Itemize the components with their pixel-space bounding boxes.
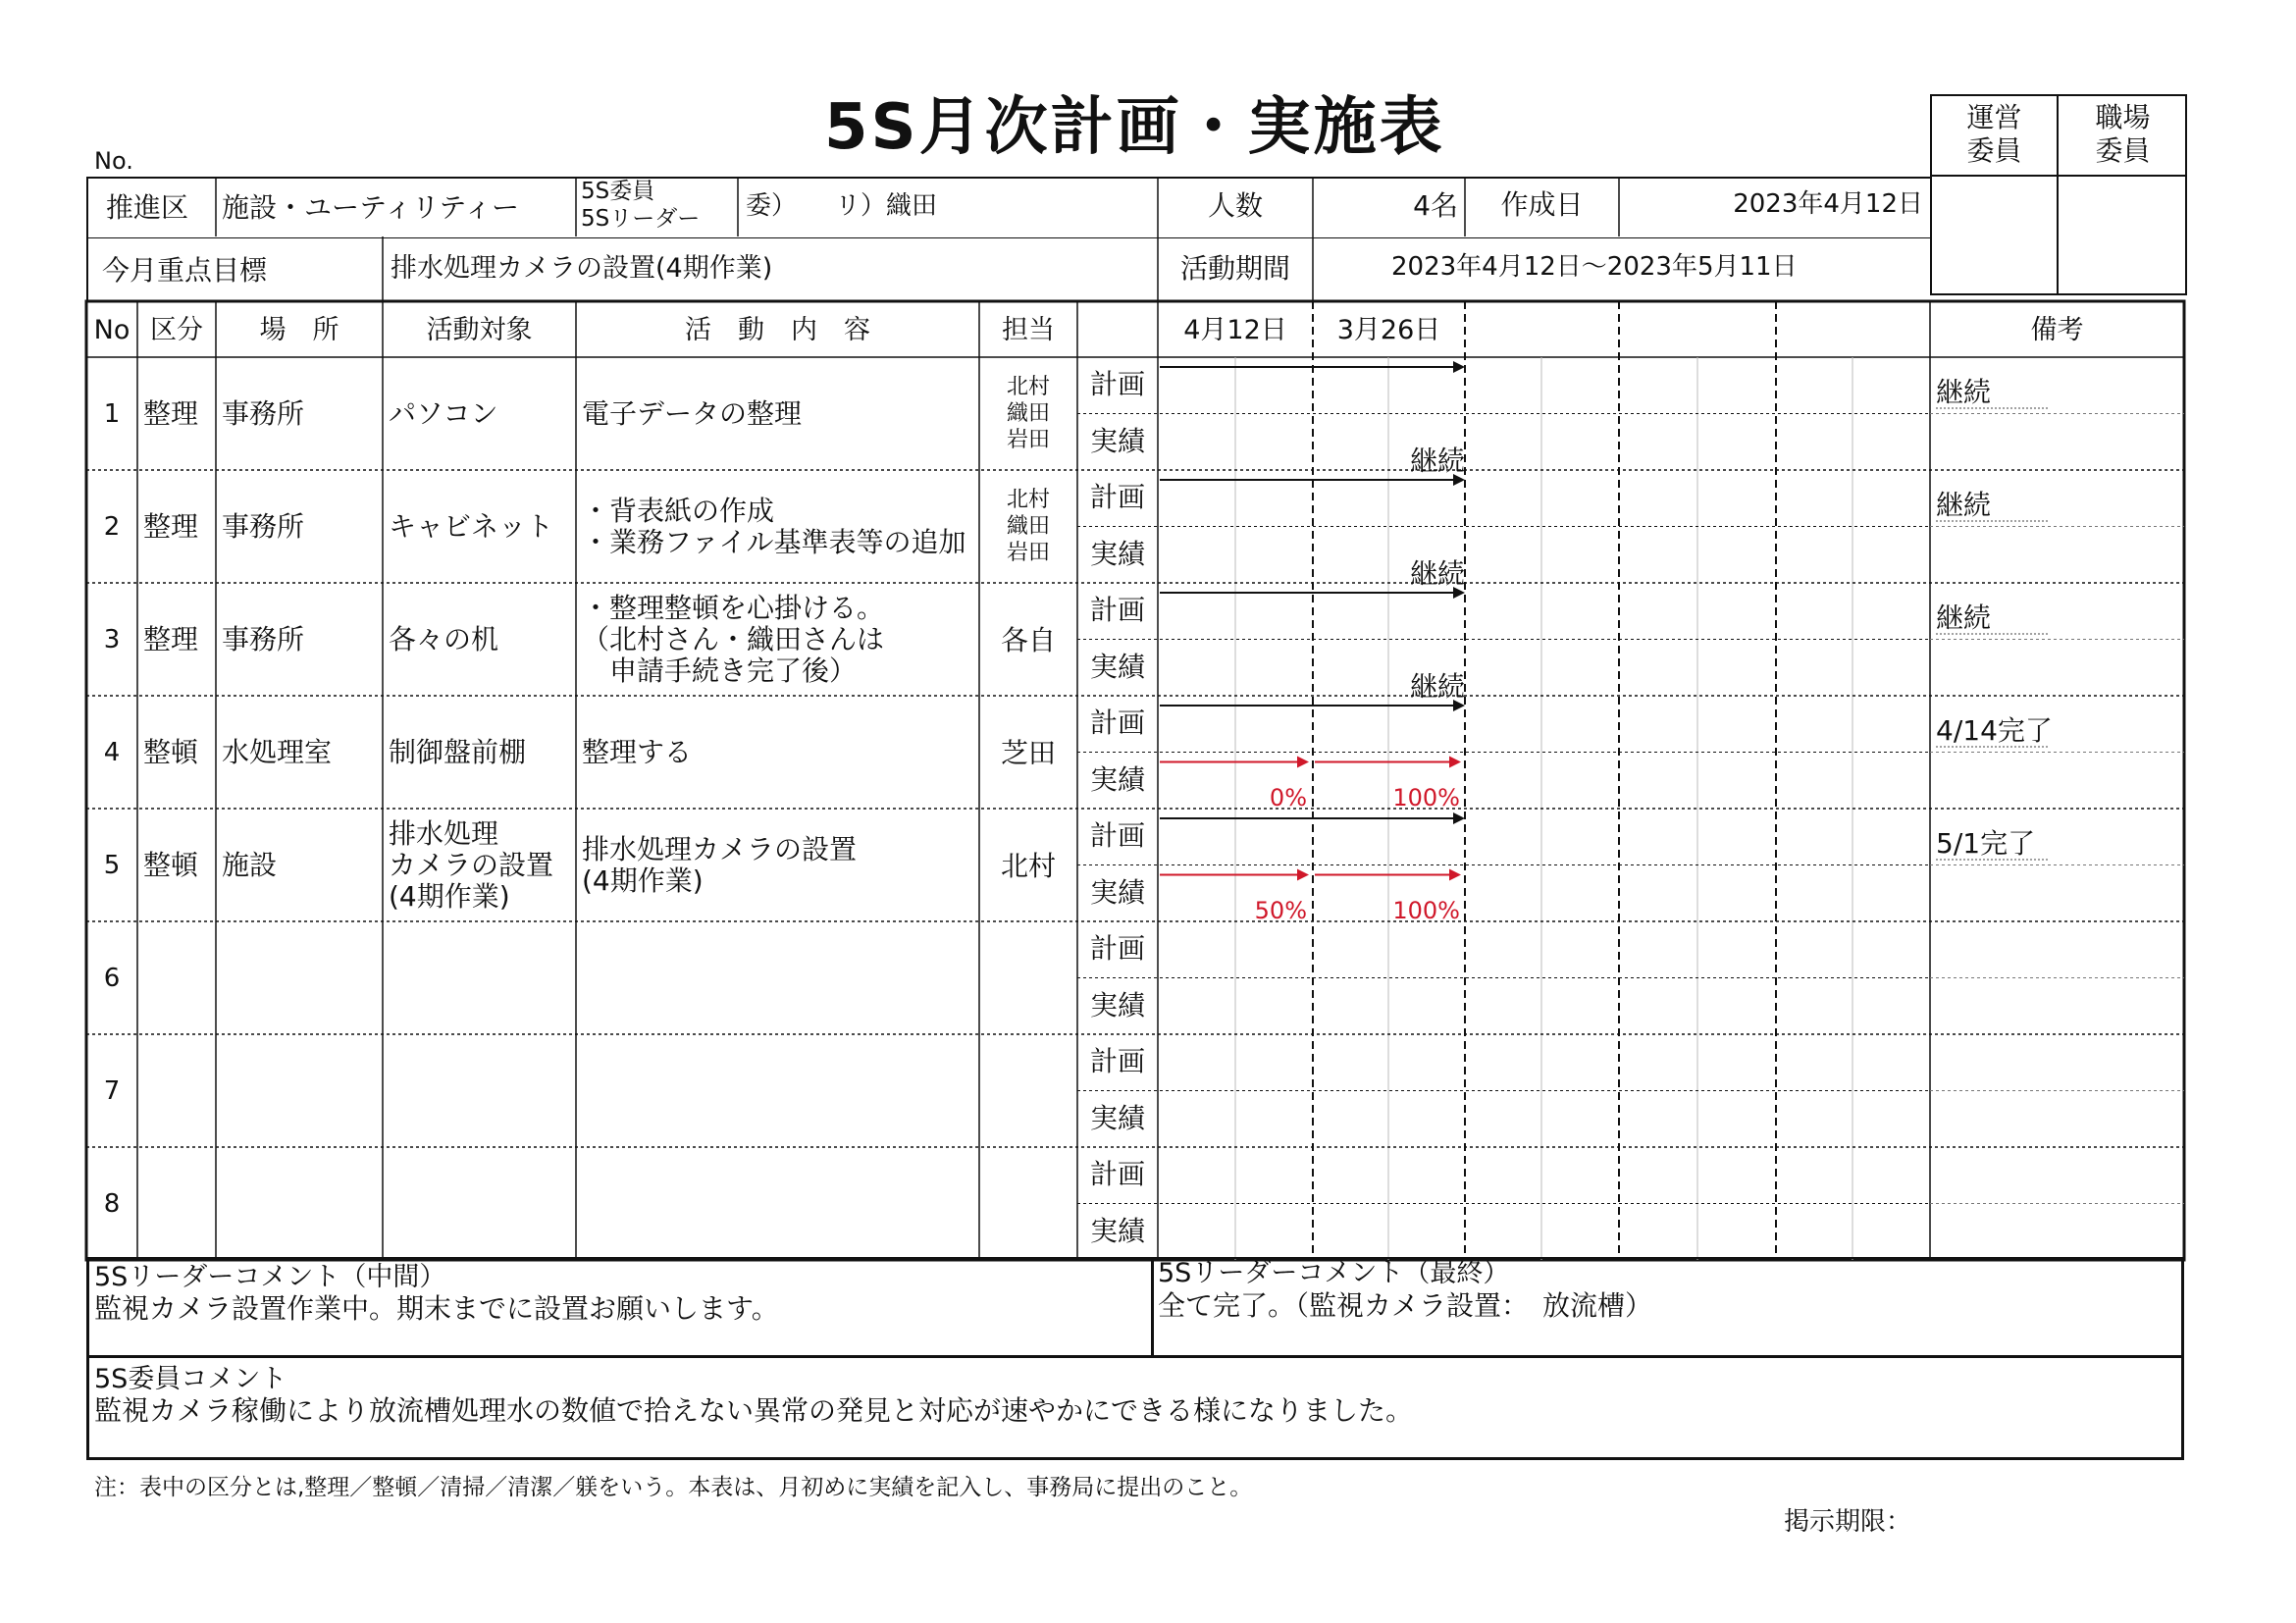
goal-label: 今月重点目標 [102,254,268,287]
comment-divider [1151,1259,1154,1355]
row-number: 2 [103,511,121,542]
row-actual-label: 実績 [1089,762,1145,796]
row-actual-label: 実績 [1089,424,1145,457]
row-content[interactable]: (4期作業) [582,864,704,897]
member-comment-label: 5S委員コメント [94,1364,287,1394]
created-date-label: 作成日 [1500,188,1584,221]
row-plan-label: 計画 [1089,594,1145,626]
row-actual-label: 実績 [1089,988,1145,1021]
column-header-date1: 4月12日 [1183,315,1287,345]
row-actual-label: 実績 [1089,650,1145,683]
row-actual-label: 実績 [1089,1214,1145,1247]
row-place[interactable]: 事務所 [222,509,305,543]
row-actual-pct-2: 100% [1392,783,1460,812]
row-place[interactable]: 事務所 [222,622,305,655]
row-person[interactable]: 織田 [1006,514,1050,539]
row-number: 5 [103,850,121,880]
post-period-label: 掲示期限： [1784,1507,1912,1537]
leader-mid-comment-text[interactable]: 監視カメラ設置作業中。期末までに設置お願いします。 [94,1292,779,1325]
period-value[interactable]: 2023年4月12日～2023年5月11日 [1391,252,1798,282]
row-target[interactable]: パソコン [389,396,498,430]
row-person[interactable]: 織田 [1006,401,1050,426]
approval-workplace-label-2: 委員 [2095,134,2151,167]
footnote: 注：表中の区分とは,整理／整頓／清掃／清潔／躾をいう。本表は、月初めに実績を記入し、事務局に提出のこと。 [94,1475,1253,1500]
row-person[interactable]: 各自 [1000,623,1056,656]
row-number: 6 [103,963,121,993]
row-content[interactable]: ・整理整頓を心掛ける。 [582,591,885,624]
column-header-category: 区分 [150,315,203,345]
column-header-person: 担当 [1002,315,1055,345]
row-plan-label: 計画 [1089,1045,1145,1077]
row-remark[interactable]: 継続 [1936,602,1992,634]
actual-arrow-head [1449,869,1461,881]
no-label: No. [94,147,133,175]
row-remark[interactable]: 継続 [1936,489,1992,521]
member-comment-text[interactable]: 監視カメラ稼働により放流槽処理水の数値で拾えない異常の発見と対応が速やかにできる様になりました。 [94,1394,1414,1427]
member-label-1: 5S委員 [581,179,655,204]
row-category[interactable]: 整理 [143,622,199,655]
area-value[interactable]: 施設・ユーティリティー [222,191,519,224]
leader-final-comment-label: 5Sリーダーコメント（最終） [1158,1258,1510,1288]
actual-arrow-head [1297,757,1309,768]
row-number: 4 [103,737,121,767]
area-label: 推進区 [106,191,189,224]
row-actual-pct-1: 50% [1254,896,1307,924]
row-content[interactable]: ・背表紙の作成 [582,494,775,527]
row-actual-status[interactable]: 継続 [1409,444,1465,477]
approval-operation-label-1: 運営 [1966,101,2022,133]
row-content[interactable]: 申請手続き完了後） [582,654,858,687]
row-content[interactable]: 整理する [582,735,693,768]
row-number: 3 [103,624,121,654]
row-content[interactable]: 排水処理カメラの設置 [582,832,858,865]
row-target[interactable]: キャビネット [389,509,554,543]
row-place[interactable]: 事務所 [222,396,305,430]
row-target[interactable]: カメラの設置 [389,848,554,881]
created-date-value[interactable]: 2023年4月12日 [1733,189,1923,219]
member-value[interactable]: 委） リ）織田 [746,191,938,221]
actual-arrow-head [1297,869,1309,881]
actual-arrow-head [1449,757,1461,768]
row-person[interactable]: 北村 [1006,488,1050,512]
row-person[interactable]: 北村 [1000,849,1056,882]
row-number: 1 [103,398,121,429]
row-content[interactable]: 電子データの整理 [582,396,803,430]
row-person[interactable]: 北村 [1006,375,1050,399]
row-person[interactable]: 岩田 [1006,428,1050,452]
row-actual-label: 実績 [1089,537,1145,570]
row-target[interactable]: 各々の机 [389,622,499,655]
row-target[interactable]: (4期作業) [389,879,510,913]
row-actual-label: 実績 [1089,875,1145,909]
column-header-place: 場 所 [259,315,339,345]
period-label: 活動期間 [1179,252,1290,285]
column-header-content: 活 動 内 容 [685,315,870,345]
member-label-2: 5Sリーダー [581,206,701,232]
row-remark[interactable]: 4/14完了 [1936,714,2053,747]
approval-workplace-label-1: 職場 [2095,101,2151,133]
row-actual-status[interactable]: 継続 [1409,556,1465,590]
plan-arrow-head [1453,361,1465,373]
row-content[interactable]: ・業務ファイル基準表等の追加 [582,525,966,558]
plan-arrow-head [1453,812,1465,824]
row-category[interactable]: 整頓 [143,848,199,881]
row-content[interactable]: （北村さん・織田さんは [582,622,885,655]
row-actual-status[interactable]: 継続 [1409,669,1465,703]
row-actual-pct-2: 100% [1392,896,1460,924]
row-number: 7 [103,1075,121,1106]
column-header-remarks: 備考 [2030,315,2084,345]
row-place[interactable]: 施設 [222,848,278,881]
row-target[interactable]: 制御盤前棚 [389,735,527,768]
row-person[interactable]: 岩田 [1006,541,1050,565]
page-title: 5S月次計画・実施表 [824,91,1445,164]
row-person[interactable]: 芝田 [1000,736,1056,769]
column-header-date2: 3月26日 [1336,315,1441,345]
goal-value[interactable]: 排水処理カメラの設置(4期作業) [391,253,773,284]
people-label: 人数 [1207,189,1263,222]
row-category[interactable]: 整理 [143,509,199,543]
row-plan-label: 計画 [1089,819,1145,852]
row-remark[interactable]: 継続 [1936,376,1992,408]
column-header-no: No [93,315,130,345]
leader-final-comment-text[interactable]: 全て完了。（監視カメラ設置： 放流槽） [1158,1289,1653,1322]
people-value[interactable]: 4名 [1413,189,1458,222]
approval-operation-label-2: 委員 [1966,134,2022,167]
row-actual-label: 実績 [1089,1101,1145,1134]
row-plan-label: 計画 [1089,1158,1145,1190]
row-place[interactable]: 水処理室 [222,735,333,768]
row-category[interactable]: 整頓 [143,735,199,768]
row-remark[interactable]: 5/1完了 [1936,827,2036,860]
column-header-target: 活動対象 [426,315,533,345]
row-number: 8 [103,1188,121,1219]
leader-mid-comment-label: 5Sリーダーコメント（中間） [94,1262,446,1292]
row-plan-label: 計画 [1089,707,1145,739]
row-target[interactable]: 排水処理 [389,816,499,850]
row-plan-label: 計画 [1089,932,1145,965]
row-plan-label: 計画 [1089,481,1145,513]
row-actual-pct-1: 0% [1269,783,1307,812]
row-plan-label: 計画 [1089,368,1145,400]
row-category[interactable]: 整理 [143,396,199,430]
